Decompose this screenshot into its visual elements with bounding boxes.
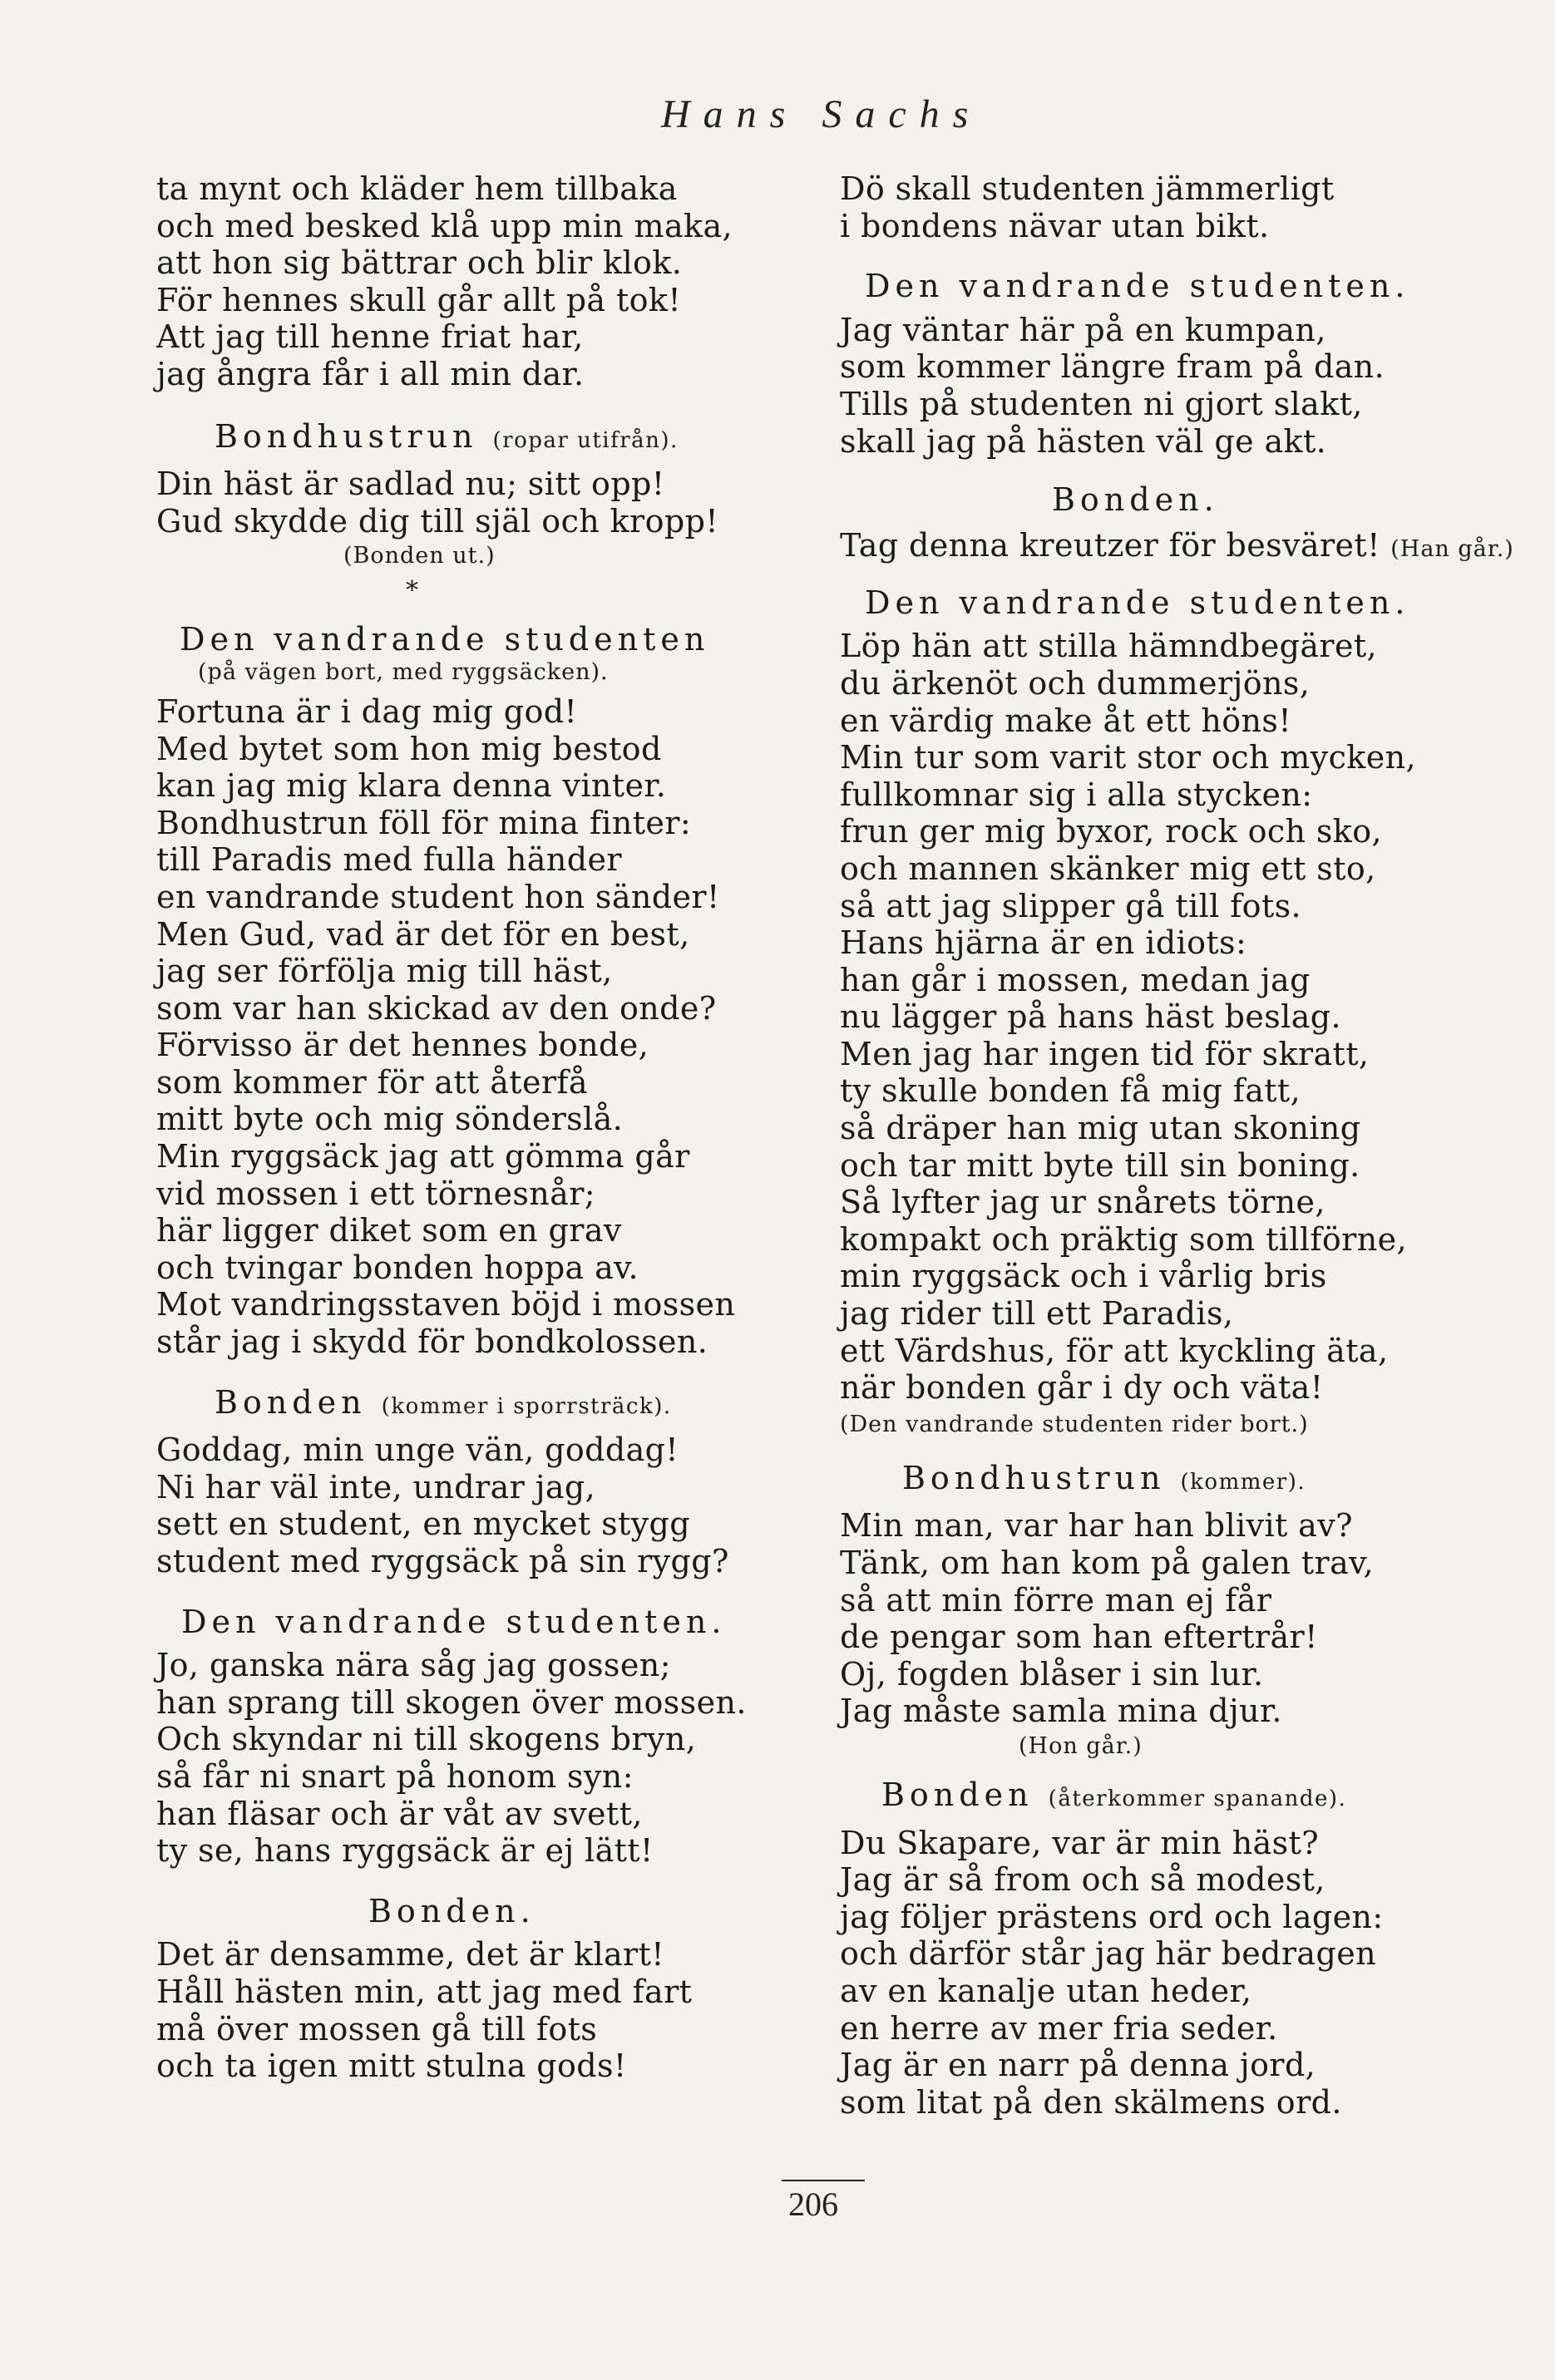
speaker-heading: [840, 584, 1439, 622]
verse-line: Min ryggsäck jag att gömma går: [156, 1138, 690, 1175]
verse-line: så att jag slipper gå till fots.: [840, 887, 1302, 924]
right-column: [840, 170, 1514, 2121]
verse-block: [840, 170, 1439, 244]
verse-line: han sprang till skogen över mossen.: [156, 1683, 747, 1721]
verse-line: Ni har väl inte, undrar jag,: [156, 1468, 596, 1505]
verse-block: [156, 693, 738, 1361]
verse-line: ty skulle bonden få mig fatt,: [840, 1072, 1301, 1110]
verse-line: Min tur som varit stor och mycken,: [840, 739, 1416, 776]
speaker-heading: [156, 1604, 738, 1641]
speaker-heading: [156, 418, 738, 460]
speaker-note: (ropar utifrån).: [492, 427, 679, 453]
verse-line: så dräper han mig utan skoning: [840, 1110, 1361, 1147]
speaker-heading: [840, 1776, 1439, 1818]
verse-line: så får ni snart på honom syn:: [156, 1757, 634, 1795]
verse-line: Men jag har ingen tid för skratt,: [840, 1035, 1370, 1072]
speaker-name: Den vandrande studenten.: [181, 1603, 727, 1640]
verse-line: så att min förre man ej får: [840, 1581, 1272, 1619]
verse-line: Förvisso är det hennes bonde,: [156, 1027, 649, 1064]
verse-line: och mannen skänker mig ett sto,: [840, 850, 1376, 887]
speaker-name: Den vandrande studenten: [180, 621, 710, 658]
verse-line: student med ryggsäck på sin rygg?: [156, 1543, 729, 1579]
verse-line: nu lägger på hans häst beslag.: [840, 998, 1341, 1036]
speaker-heading: [156, 1893, 738, 1930]
verse-line: till Paradis med fulla händer: [156, 841, 622, 879]
speaker-name: Bonden.: [368, 1892, 536, 1929]
verse-line: ty se, hans ryggsäck är ej lätt!: [156, 1832, 654, 1870]
verse-block: [156, 1431, 738, 1579]
verse-line: Jag är en narr på denna jord,: [840, 2047, 1316, 2084]
verse-line: av en kanalje utan heder,: [840, 1972, 1252, 2009]
verse-line: Oj, fogden blåser i sin lur.: [840, 1655, 1264, 1693]
speaker-heading: [840, 268, 1439, 305]
verse-line: Din häst är sadlad nu; sitt opp!: [156, 466, 665, 503]
verse-line: och tvingar bonden hoppa av.: [156, 1249, 639, 1286]
verse-line: Min man, var har han blivit av?: [840, 1507, 1353, 1545]
verse-line: Löp hän att stilla hämndbegäret,: [840, 628, 1377, 665]
verse-line: han går i mossen, medan jag: [840, 961, 1311, 998]
verse-line: Tänk, om han kom på galen trav,: [840, 1545, 1375, 1581]
verse-line: och ta igen mitt stulna gods!: [156, 2047, 627, 2085]
stage-direction: (Den vandrande studenten rider bort.): [840, 1411, 1309, 1437]
verse-line: Så lyfter jag ur snårets törne,: [840, 1184, 1325, 1221]
verse-line: ta mynt och kläder hem tillbaka: [156, 170, 678, 207]
verse-line: Och skyndar ni till skogens bryn,: [156, 1721, 697, 1758]
verse-line: vid mossen i ett törnesnår;: [156, 1175, 595, 1212]
verse-line: som kommer för att återfå: [156, 1063, 588, 1101]
verse-line: skall jag på hästen väl ge akt.: [840, 422, 1327, 460]
verse-line: Fortuna är i dag mig god!: [156, 692, 578, 730]
verse-line: jag ångra får i all min dar.: [156, 355, 585, 392]
verse-line: en herre av mer fria seder.: [840, 2009, 1278, 2047]
verse-line: och med besked klå upp min maka,: [156, 207, 733, 244]
verse-line: och därför står jag här bedragen: [840, 1935, 1376, 1973]
verse-line: fullkomnar sig i alla stycken:: [840, 776, 1313, 813]
verse-block: [156, 1936, 738, 2084]
verse-line: Men Gud, vad är det för en best,: [156, 915, 690, 953]
verse-line: jag följer prästens ord och lagen:: [840, 1898, 1384, 1935]
verse-line: Mot vandringsstaven böjd i mossen: [156, 1286, 736, 1323]
verse-line: jag ser förfölja mig till häst,: [156, 953, 613, 990]
section-divider: *: [406, 576, 418, 606]
verse-line: står jag i skydd för bondkolossen.: [156, 1323, 708, 1361]
verse-line: han fläsar och är våt av svett,: [156, 1795, 643, 1832]
verse-line: att hon sig bättrar och blir klok.: [156, 244, 683, 282]
speaker-name: Bonden.: [1052, 481, 1219, 519]
verse-line: en vandrande student hon sänder!: [156, 878, 720, 915]
verse-line: min ryggsäck och i vårlig bris: [840, 1258, 1327, 1295]
verse-line: sett en student, en mycket stygg: [156, 1505, 690, 1543]
verse-line: kan jag mig klara denna vinter.: [156, 767, 667, 805]
verse-line: kompakt och präktig som tillförne,: [840, 1220, 1407, 1258]
verse-block: [156, 1647, 747, 1870]
verse-block: [840, 312, 1439, 460]
verse-line: Det är densamme, det är klart!: [156, 1936, 664, 1973]
verse-line: när bonden går i dy och väta!: [840, 1369, 1324, 1407]
verse-line: Jag väntar här på en kumpan,: [840, 311, 1326, 348]
verse-line: de pengar som han eftertrår!: [840, 1619, 1318, 1656]
stage-direction: (Han går.): [1390, 535, 1514, 562]
verse-line: må över mossen gå till fots: [156, 2010, 598, 2047]
verse-line: Med bytet som hon mig bestod: [156, 730, 662, 767]
verse-line: [840, 526, 1514, 566]
verse-text: Tag denna kreutzer för besväret!: [840, 526, 1380, 564]
verse-line: Dö skall studenten jämmerligt: [840, 170, 1335, 207]
verse-line: Håll hästen min, att jag med fart: [156, 1973, 693, 2010]
speaker-note: (kommer i sporrsträck).: [381, 1393, 672, 1419]
verse-line: en värdig make åt ett höns!: [840, 702, 1292, 739]
verse-block: [156, 466, 738, 540]
verse-line: här ligger diket som en grav: [156, 1212, 622, 1249]
speaker-heading: [840, 481, 1439, 519]
stage-direction: (på vägen bort, med ryggsäcken).: [198, 658, 609, 685]
verse-line: Jag är så from och så modest,: [840, 1861, 1325, 1899]
verse-line: som kommer längre fram på dan.: [840, 348, 1385, 386]
verse-line: Att jag till henne friat har,: [156, 318, 584, 356]
verse-line: Tills på studenten ni gjort slakt,: [840, 385, 1363, 422]
verse-line: som var han skickad av den onde?: [156, 989, 717, 1027]
verse-line: Jag måste samla mina djur.: [840, 1693, 1282, 1730]
verse-line: Du Skapare, var är min häst?: [840, 1824, 1320, 1861]
verse-line: du ärkenöt och dummerjöns,: [840, 664, 1311, 702]
verse-line: i bondens nävar utan bikt.: [840, 207, 1270, 244]
speaker-name: Bonden: [215, 1383, 367, 1421]
verse-line: Goddag, min unge vän, goddag!: [156, 1431, 679, 1469]
speaker-note: (återkommer spanande).: [1048, 1786, 1347, 1811]
speaker-name: Bonden: [881, 1776, 1034, 1813]
verse-block: [840, 1507, 1439, 1730]
speaker-heading: [156, 1384, 738, 1426]
verse-line: ett Värdshus, för att kyckling äta,: [840, 1332, 1389, 1369]
speaker-name: Den vandrande studenten.: [865, 584, 1410, 621]
speaker-name: Bondhustrun: [215, 417, 478, 455]
verse-line: jag rider till ett Paradis,: [840, 1295, 1234, 1333]
speaker-name: Bondhustrun: [902, 1459, 1166, 1496]
speaker-heading: [840, 1460, 1439, 1501]
page-number: 206: [788, 2185, 838, 2223]
verse-line: frun ger mig byxor, rock och sko,: [840, 813, 1382, 850]
verse-block: [156, 170, 738, 393]
speaker-note: (kommer).: [1180, 1469, 1306, 1495]
verse-block: [840, 628, 1439, 1406]
verse-line: mitt byte och mig sönderslå.: [156, 1101, 624, 1138]
running-header: Hans Sachs: [661, 92, 982, 136]
verse-block: [840, 1825, 1439, 2121]
verse-line: Jo, ganska nära såg jag gossen;: [156, 1647, 671, 1684]
stage-direction: (Hon går.): [1019, 1732, 1143, 1759]
verse-line: Hans hjärna är en idiots:: [840, 924, 1247, 962]
speaker-heading: [156, 621, 738, 658]
verse-line: Bondhustrun föll för mina finter:: [156, 804, 692, 841]
verse-line: och tar mitt byte till sin boning.: [840, 1146, 1360, 1184]
verse-line: För hennes skull går allt på tok!: [156, 281, 682, 318]
page-number-rule: [782, 2180, 865, 2181]
stage-direction: (Bonden ut.): [343, 543, 496, 569]
verse-line: Gud skydde dig till själ och kropp!: [156, 502, 719, 540]
left-column: [156, 170, 747, 2085]
verse-line: som litat på den skälmens ord.: [840, 2083, 1342, 2121]
speaker-name: Den vandrande studenten.: [865, 268, 1410, 305]
